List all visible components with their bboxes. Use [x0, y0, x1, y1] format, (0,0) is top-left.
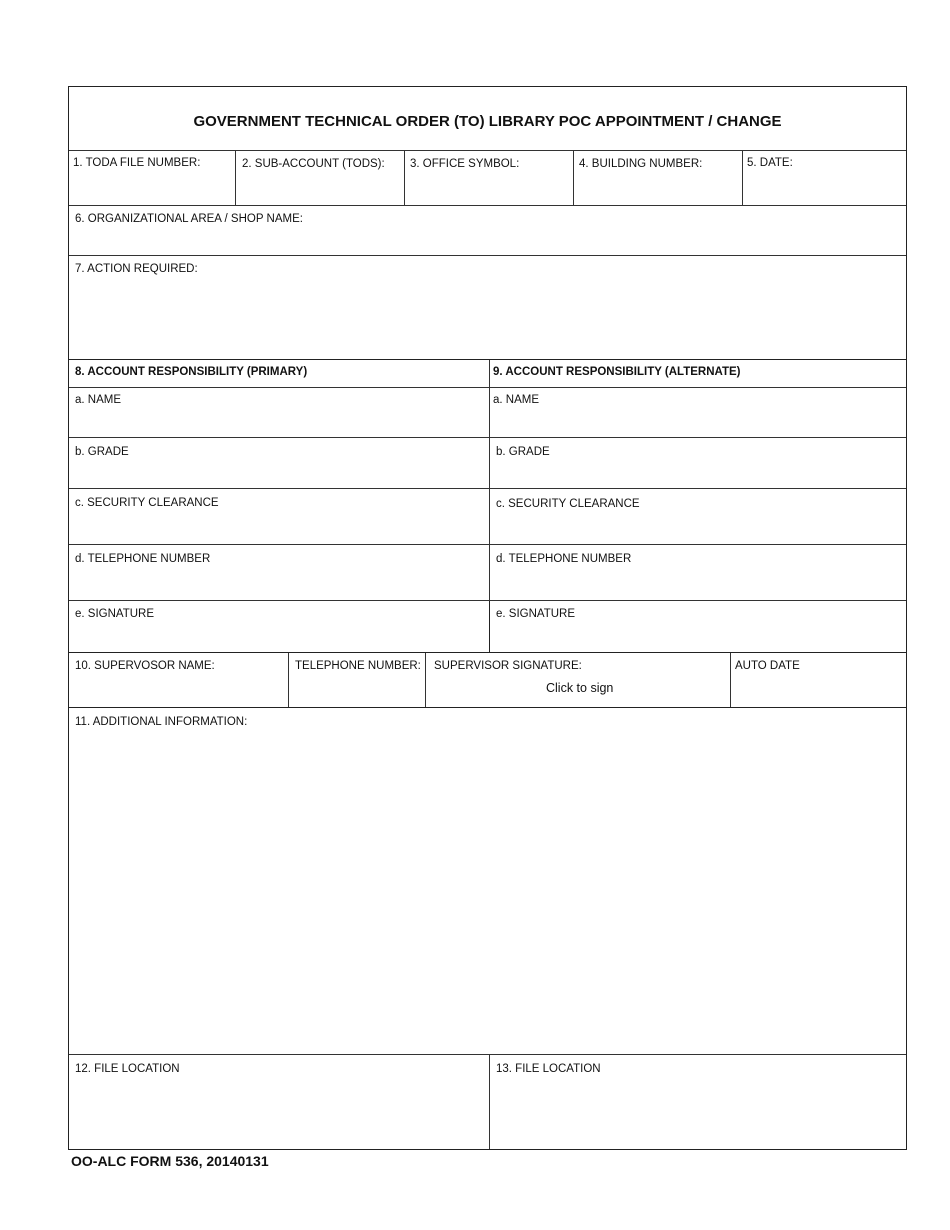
primary-heading-cell [69, 360, 490, 387]
office-symbol-label: 3. OFFICE SYMBOL: [410, 158, 520, 170]
form-number: OO-ALC FORM 536, 20140131 [71, 1153, 269, 1169]
supervisor-signature-label: SUPERVISOR SIGNATURE: [434, 660, 582, 672]
form-container [68, 86, 907, 1150]
alternate-heading-cell [490, 360, 906, 387]
primary-heading: 8. ACCOUNT RESPONSIBILITY (PRIMARY) [75, 366, 308, 378]
primary-phone-field[interactable] [69, 545, 490, 600]
auto-date-label: AUTO DATE [735, 660, 800, 672]
supervisor-signature-field[interactable] [426, 653, 731, 707]
primary-signature-label: e. SIGNATURE [75, 608, 155, 620]
clearance-row [69, 489, 906, 545]
building-number-label: 4. BUILDING NUMBER: [579, 158, 703, 170]
file-location-right-label: 13. FILE LOCATION [496, 1063, 601, 1075]
primary-grade-field[interactable] [69, 438, 490, 488]
sub-account-field[interactable] [236, 151, 405, 205]
file-location-left-label: 12. FILE LOCATION [75, 1063, 180, 1075]
grade-row [69, 438, 906, 489]
office-symbol-field[interactable] [405, 151, 574, 205]
supervisor-phone-label: TELEPHONE NUMBER: [295, 660, 421, 672]
toda-file-number-field[interactable] [69, 151, 236, 205]
name-row [69, 388, 906, 438]
row-identifiers [69, 151, 906, 206]
alternate-name-label: a. NAME [493, 394, 540, 406]
alternate-signature-field[interactable] [490, 601, 906, 652]
file-location-left-field[interactable] [69, 1055, 490, 1149]
alternate-signature-label: e. SIGNATURE [496, 608, 576, 620]
org-area-label: 6. ORGANIZATIONAL AREA / SHOP NAME: [75, 213, 303, 225]
action-required-field[interactable] [69, 256, 906, 360]
click-to-sign-button[interactable]: Click to sign [546, 681, 614, 695]
primary-signature-field[interactable] [69, 601, 490, 652]
supervisor-phone-field[interactable] [289, 653, 426, 707]
file-location-right-field[interactable] [490, 1055, 906, 1149]
alternate-grade-label: b. GRADE [496, 446, 550, 458]
alternate-heading: 9. ACCOUNT RESPONSIBILITY (ALTERNATE) [493, 366, 741, 378]
primary-name-field[interactable] [69, 388, 490, 437]
alternate-phone-label: d. TELEPHONE NUMBER [496, 553, 632, 565]
building-number-field[interactable] [574, 151, 743, 205]
responsibility-heading-row [69, 360, 906, 388]
additional-info-field[interactable] [69, 708, 906, 1055]
auto-date-field[interactable] [731, 653, 906, 707]
date-label: 5. DATE: [747, 157, 793, 169]
additional-info-label: 11. ADDITIONAL INFORMATION: [75, 716, 248, 728]
primary-clearance-field[interactable] [69, 489, 490, 544]
date-field[interactable] [743, 151, 906, 205]
file-location-row [69, 1055, 906, 1149]
sub-account-label: 2. SUB-ACCOUNT (TODS): [242, 158, 385, 170]
form-title: GOVERNMENT TECHNICAL ORDER (TO) LIBRARY POC APPOINTMENT / CHANGE [69, 87, 906, 151]
toda-file-number-label: 1. TODA FILE NUMBER: [73, 157, 201, 169]
primary-phone-label: d. TELEPHONE NUMBER [75, 553, 211, 565]
signature-row [69, 601, 906, 653]
alternate-phone-field[interactable] [490, 545, 906, 600]
supervisor-row [69, 653, 906, 708]
supervisor-name-field[interactable] [69, 653, 289, 707]
supervisor-name-label: 10. SUPERVOSOR NAME: [75, 660, 215, 672]
primary-grade-label: b. GRADE [75, 446, 129, 458]
alternate-name-field[interactable] [490, 388, 906, 437]
telephone-row [69, 545, 906, 601]
alternate-grade-field[interactable] [490, 438, 906, 488]
action-required-label: 7. ACTION REQUIRED: [75, 263, 198, 275]
alternate-clearance-label: c. SECURITY CLEARANCE [496, 498, 640, 510]
primary-clearance-label: c. SECURITY CLEARANCE [75, 497, 219, 509]
org-area-field[interactable] [69, 206, 906, 256]
primary-name-label: a. NAME [75, 394, 122, 406]
alternate-clearance-field[interactable] [490, 489, 906, 544]
